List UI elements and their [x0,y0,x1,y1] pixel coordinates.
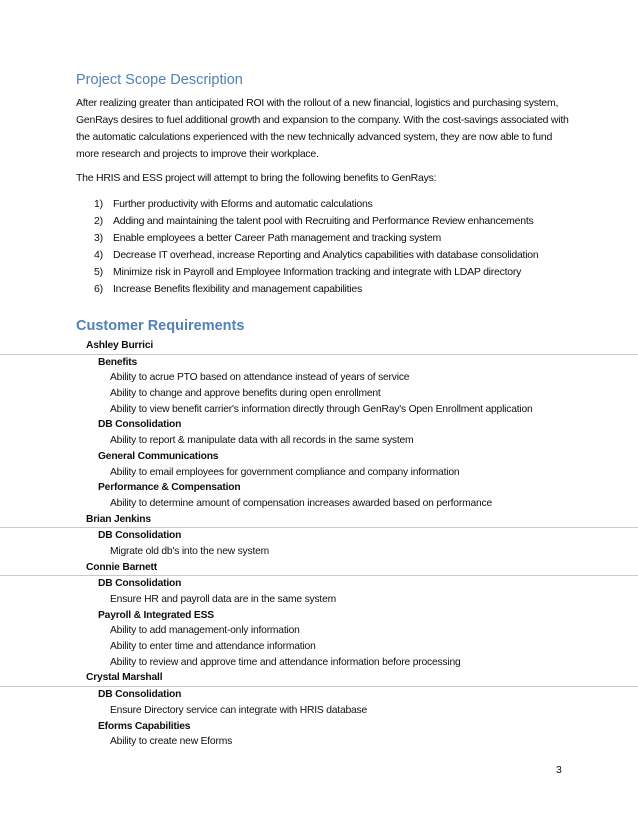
benefit-text: Enable employees a better Career Path management and tracking system [113,232,441,244]
requirement-item: Migrate old db's into the new system [110,545,270,557]
scope-paragraph: After realizing greater than anticipated ROI with the rollout of a new financial, logistics and purchasing system, GenRays desires to fuel additional growth and expansion to the company. With the cost-savings associated with the automatic calculations experienced with the new technically advanced system, they are now able to fund more research and projects to improve their workplace. [76,97,569,160]
benefit-text: Decrease IT overhead, increase Reporting and Analytics capabilities with database consolidation [113,249,539,261]
benefit-item [94,230,539,247]
benefit-text: Increase Benefits flexibility and management capabilities [113,283,362,295]
benefit-text: Minimize risk in Payroll and Employee Information tracking and integrate with LDAP directory [113,266,522,278]
requirement-item: Ability to change and approve benefits during open enrollment [110,388,381,400]
benefit-item [94,213,539,230]
benefit-number: 1) [94,198,103,210]
requirement-category: DB Consolidation [98,419,182,431]
benefit-text: Further productivity with Eforms and automatic calculations [113,198,373,210]
requirement-item: Ability to acrue PTO based on attendance instead of years of service [110,372,410,384]
benefit-item [94,281,539,298]
requirement-item: Ability to create new Eforms [110,736,233,748]
requirement-item: Ability to report & manipulate data with all records in the same system [110,435,414,447]
benefit-number: 2) [94,215,103,227]
requirement-item: Ability to view benefit carrier's information directly through GenRay's Open Enrollment application [110,403,533,415]
benefits-lead: The HRIS and ESS project will attempt to bring the following benefits to GenRays: [76,172,437,184]
section-title-requirements: Customer Requirements [76,318,245,334]
benefit-text: Adding and maintaining the talent pool with Recruiting and Performance Review enhancements [113,215,534,227]
requirement-person: Ashley Burrici [0,338,638,355]
requirement-item: Ability to determine amount of compensation increases awarded based on performance [110,497,492,509]
requirement-item: Ability to add management-only information [110,625,300,637]
page-number: 3 [556,764,562,776]
benefit-number: 4) [94,249,103,261]
benefit-item [94,196,539,213]
requirement-category: DB Consolidation [98,578,182,590]
requirement-category: DB Consolidation [98,530,182,542]
benefit-number: 3) [94,232,103,244]
requirement-item: Ensure Directory service can integrate with HRIS database [110,704,368,716]
requirement-category: Payroll & Integrated ESS [98,609,214,621]
requirement-item: Ensure HR and payroll data are in the same system [110,594,336,605]
requirements-outline [0,338,638,750]
requirement-category: Benefits [98,356,138,368]
requirement-person: Brian Jenkins [0,512,638,529]
benefit-number: 5) [94,266,103,278]
requirement-item: Ability to review and approve time and attendance information before processing [110,656,461,668]
requirement-item: Ability to email employees for government compliance and company information [110,466,460,478]
section-title-scope: Project Scope Description [76,72,243,88]
requirement-person: Connie Barnett [0,560,638,577]
benefits-list [94,196,539,298]
benefit-item [94,247,539,264]
requirement-item: Ability to enter time and attendance information [110,641,316,653]
requirement-category: DB Consolidation [98,689,182,701]
benefit-number: 6) [94,283,103,295]
requirement-person: Crystal Marshall [0,670,638,687]
requirement-category: Eforms Capabilities [98,720,191,732]
requirement-category: Performance & Compensation [98,482,241,494]
requirement-category: General Communications [98,450,219,462]
benefit-item [94,264,539,281]
